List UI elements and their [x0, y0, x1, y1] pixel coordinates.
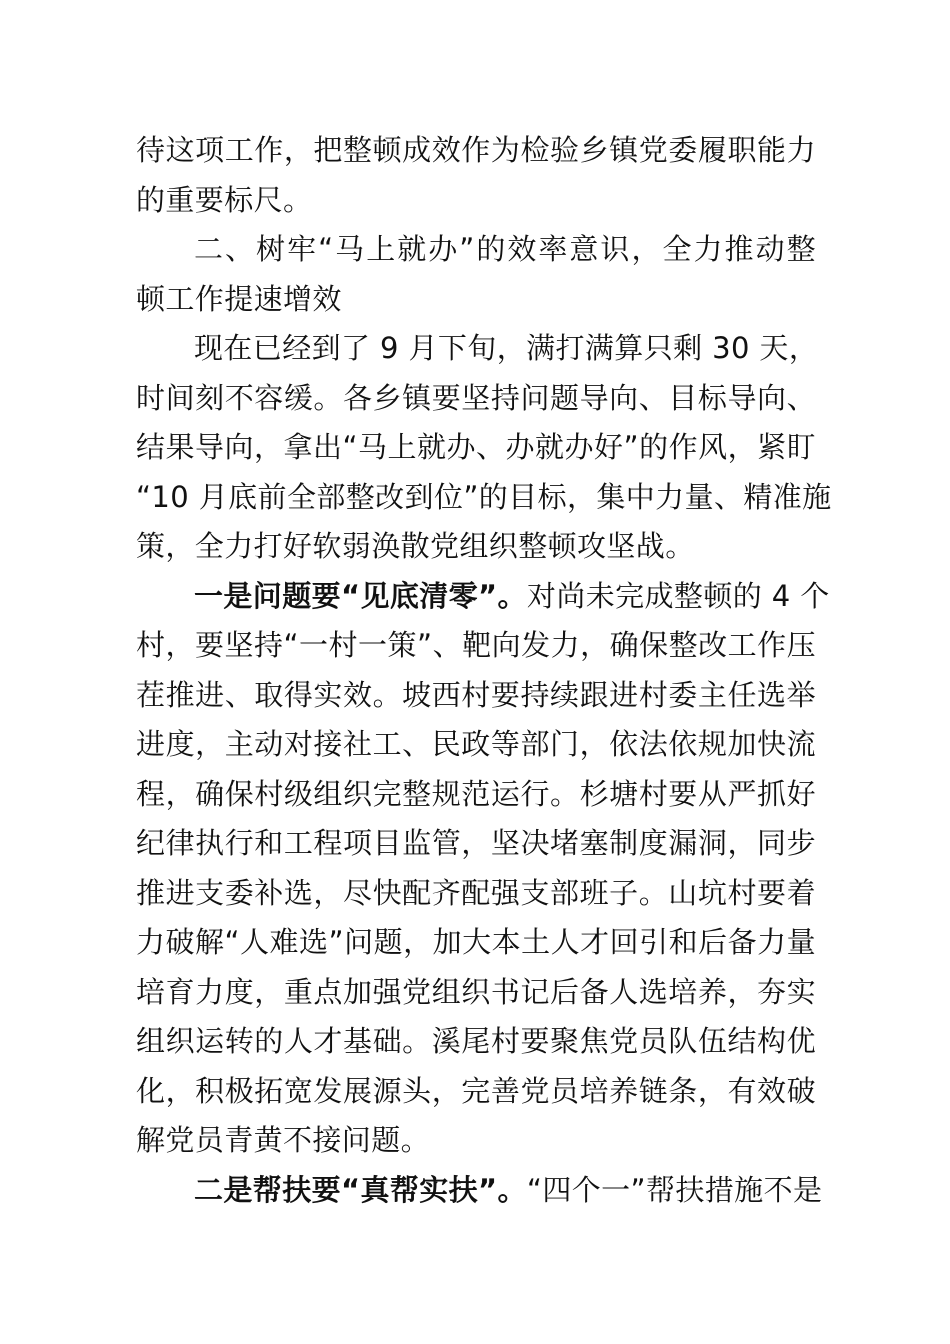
para1-line-2: 的重要标尺。 — [136, 182, 313, 217]
para3-line-6: 纪律执行和工程项目监管，坚决堵塞制度漏洞，同步 — [136, 826, 816, 860]
para3-line-7: 推进支委补选，尽快配齐配强支部班子。山坑村要着 — [136, 875, 816, 910]
para3-line-3: 茬推进、取得实效。坡西村要持续跟进村委主任选举 — [136, 677, 816, 712]
para4-lead: 二是帮扶要“真帮实扶”。 — [194, 1172, 527, 1207]
para2-line-2: 时间刻不容缓。各乡镇要坚持问题导向、目标导向、 — [136, 380, 816, 415]
para3-line-10: 组织运转的人才基础。溪尾村要聚焦党员队伍结构优 — [136, 1024, 816, 1058]
para3-line-5: 程，确保村级组织完整规范运行。杉塘村要从严抓好 — [136, 776, 816, 811]
para3-line-2: 村，要坚持“一村一策”、靶向发力，确保整改工作压 — [136, 628, 816, 662]
para2-line-1: 现在已经到了 9 月下旬，满打满算只剩 30 天， — [194, 331, 819, 365]
para3-line-12: 解党员青黄不接问题。 — [136, 1123, 431, 1157]
para3-lead: 一是问题要“见底清零”。 — [194, 578, 527, 613]
para3-line-1 — [136, 572, 830, 622]
para1-line-1: 待这项工作，把整顿成效作为检验乡镇党委履职能力 — [136, 133, 816, 167]
para3-line-4: 进度，主动对接社工、民政等部门，依法依规加快流 — [136, 727, 816, 761]
section-heading-line-2: 顿工作提速增效 — [136, 281, 342, 316]
para2-line-5: 策，全力打好软弱涣散党组织整顿攻坚战。 — [136, 529, 695, 563]
para2-line-4: “10 月底前全部整改到位”的目标，集中力量、精准施 — [136, 479, 832, 514]
para3-line-11: 化，积极拓宽发展源头，完善党员培养链条，有效破 — [136, 1073, 816, 1108]
para2-line-3: 结果导向，拿出“马上就办、办就办好”的作风，紧盯 — [136, 430, 816, 464]
para3-line-9: 培育力度，重点加强党组织书记后备人选培养，夯实 — [136, 974, 816, 1009]
document-body — [136, 126, 832, 1215]
para3-line-1-rest: 对尚未完成整顿的 4 个 — [526, 578, 830, 613]
para3-line-8: 力破解“人难选”问题，加大本土人才回引和后备力量 — [136, 925, 816, 959]
para4-line-1-rest: “四个一”帮扶措施不是 — [526, 1172, 823, 1207]
section-heading-line-1: 二、树牢“马上就办”的效率意识，全力推动整 — [194, 232, 816, 266]
para4-line-1 — [136, 1166, 823, 1216]
